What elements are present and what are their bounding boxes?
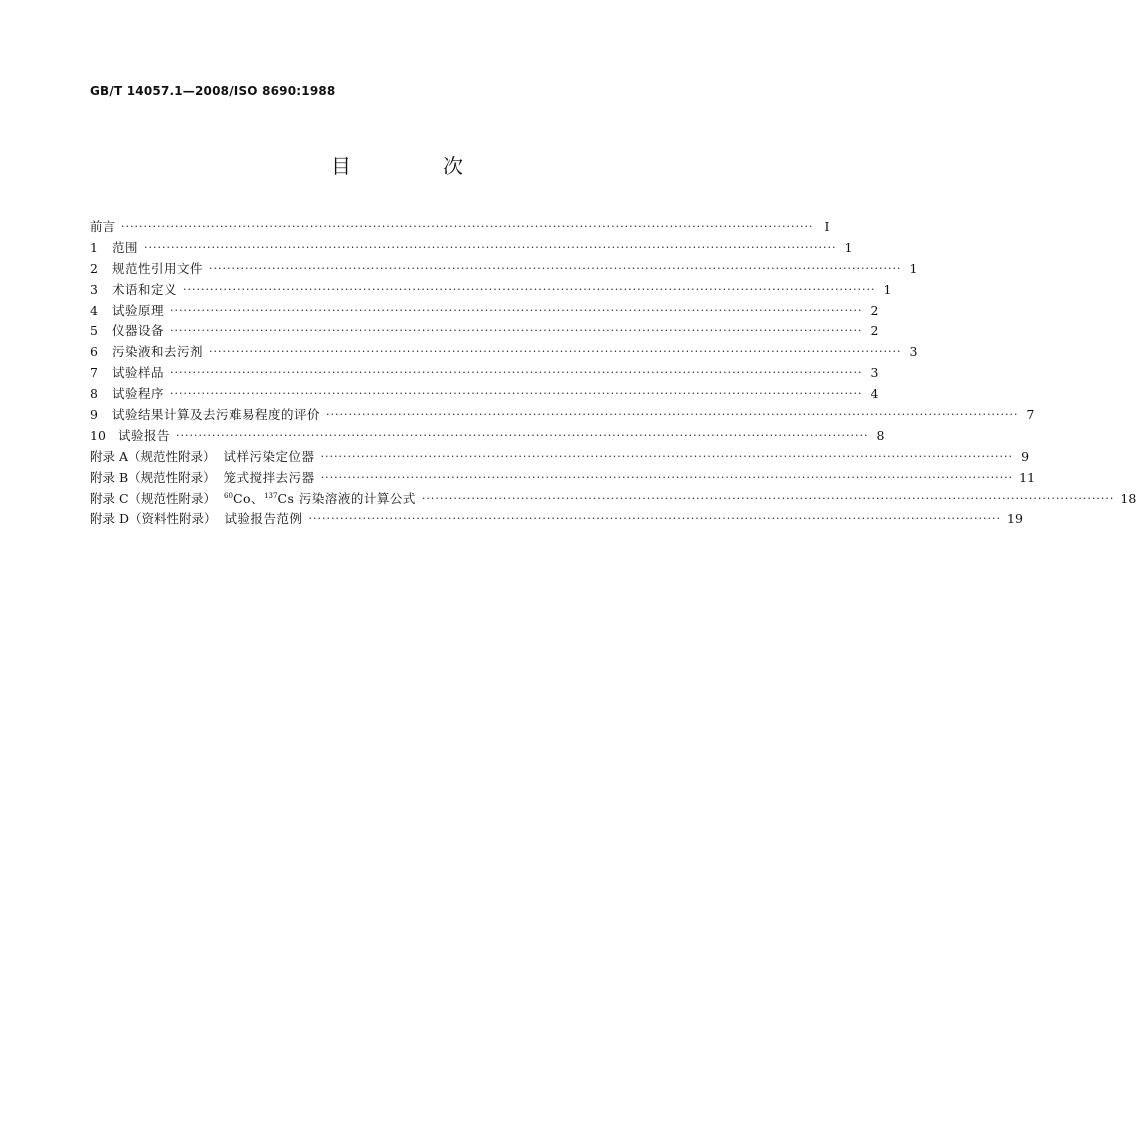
toc-entry-label: 试验报告范例: [224, 511, 303, 527]
toc-entry-page: 3: [909, 344, 918, 360]
toc-annex-label: 附录 A（规范性附录）: [90, 448, 216, 464]
toc-entry-3[interactable]: [90, 280, 892, 301]
toc-entry-number: 2: [90, 260, 98, 276]
toc-entry-5[interactable]: [90, 321, 879, 342]
toc-leader-dots: ··························································································································································: [144, 240, 837, 254]
toc-annex-label: 附录 D（资料性附录）: [90, 511, 217, 527]
toc-entry-page: 9: [1021, 448, 1030, 464]
page-title: 目 次: [331, 154, 499, 178]
toc-leader-dots: ··························································································································································: [320, 470, 1014, 484]
toc-leader-dots: ··························································································································································: [209, 345, 902, 359]
toc-entry-label: 污染液和去污剂: [112, 344, 204, 360]
isotope-mass-number: 137: [264, 491, 278, 500]
toc-leader-dots: ··························································································································································: [170, 324, 863, 338]
toc-entry-page: 8: [876, 427, 885, 443]
toc-entry-label: 仪器设备: [112, 323, 165, 339]
toc-entry-page: 1: [883, 281, 892, 297]
toc-entry-number: 3: [90, 281, 98, 297]
toc-entry-7[interactable]: [90, 363, 879, 384]
toc-leader-dots: ··························································································································································: [209, 261, 902, 275]
toc-leader-dots: ··························································································································································: [421, 491, 1115, 505]
toc-entry-label-part: Cs 污染溶液的计算公式: [277, 490, 416, 506]
toc-entry-page: 19: [1007, 511, 1023, 527]
toc-entry-page: 1: [844, 239, 853, 255]
toc-entry-page: 3: [870, 365, 879, 381]
toc-entry-number: 6: [90, 344, 98, 360]
toc-entry-label: 笼式搅拌去污器: [223, 469, 315, 485]
toc-entry-page: 4: [870, 386, 879, 402]
toc-entry-number: 4: [90, 302, 98, 318]
toc-entry-4[interactable]: [90, 301, 879, 322]
toc-entry-annex-d[interactable]: [90, 509, 1023, 530]
toc-entry-number: 10: [90, 427, 106, 443]
toc-entry-page: 11: [1019, 469, 1036, 485]
toc-entry-label: 试验原理: [112, 302, 165, 318]
toc-annex-label: 附录 B（规范性附录）: [90, 469, 216, 485]
toc-entry-page: 7: [1026, 407, 1035, 422]
isotope-mass-number: 60: [224, 491, 233, 500]
toc-entry-label: 试样污染定位器: [223, 448, 315, 464]
toc-leader-dots: ··························································································································································: [308, 512, 1001, 526]
toc-entry-6[interactable]: [90, 342, 918, 363]
toc-entry-number: 1: [90, 239, 98, 255]
toc-entry-number: 8: [90, 386, 98, 402]
toc-entry-label: 前言: [90, 218, 116, 234]
toc-entry-number: 5: [90, 323, 98, 339]
toc-entry-page: 18: [1120, 490, 1136, 506]
toc-leader-dots: ··························································································································································: [320, 449, 1014, 463]
toc-entry-10[interactable]: [90, 426, 885, 447]
toc-entry-page: 1: [909, 260, 918, 276]
toc-entry-number: 7: [90, 365, 98, 381]
toc-entry-label: 规范性引用文件: [112, 260, 204, 276]
standard-code: GB/T 14057.1—2008/ISO 8690:1988: [90, 84, 336, 98]
toc-annex-label: 附录 C（规范性附录）: [90, 490, 217, 506]
toc-entry-annex-c[interactable]: [90, 489, 1136, 510]
toc-leader-dots: ··························································································································································: [176, 428, 869, 442]
toc-entry-page: 2: [870, 323, 879, 339]
toc-leader-dots: ··························································································································································: [170, 387, 863, 401]
toc-entry-label: 试验结果计算及去污难易程度的评价: [112, 407, 321, 422]
toc-entry-foreword[interactable]: [90, 217, 830, 238]
toc-entry-page: I: [824, 218, 830, 234]
toc-entry-number: 9: [90, 407, 98, 422]
toc-leader-dots: ··························································································································································: [326, 408, 1019, 421]
table-of-contents: [90, 217, 1136, 530]
toc-entry-label-part: Co、: [232, 490, 265, 506]
toc-entry-2[interactable]: [90, 259, 918, 280]
toc-entry-label: 试验报告: [118, 427, 171, 443]
toc-leader-dots: ··························································································································································: [170, 366, 863, 380]
toc-leader-dots: ··························································································································································: [121, 219, 814, 233]
toc-entry-label: 试验程序: [112, 386, 165, 402]
toc-entry-1[interactable]: [90, 238, 853, 259]
toc-entry-label: 范围: [112, 239, 139, 255]
toc-leader-dots: ··························································································································································: [170, 303, 863, 317]
toc-entry-annex-a[interactable]: [90, 447, 1030, 468]
toc-entry-9[interactable]: [90, 405, 1035, 426]
toc-entry-page: 2: [870, 302, 879, 318]
toc-leader-dots: ··························································································································································: [183, 282, 876, 296]
toc-entry-label: 术语和定义: [112, 281, 178, 297]
toc-entry-label: 试验样品: [112, 365, 165, 381]
toc-entry-8[interactable]: [90, 384, 879, 405]
